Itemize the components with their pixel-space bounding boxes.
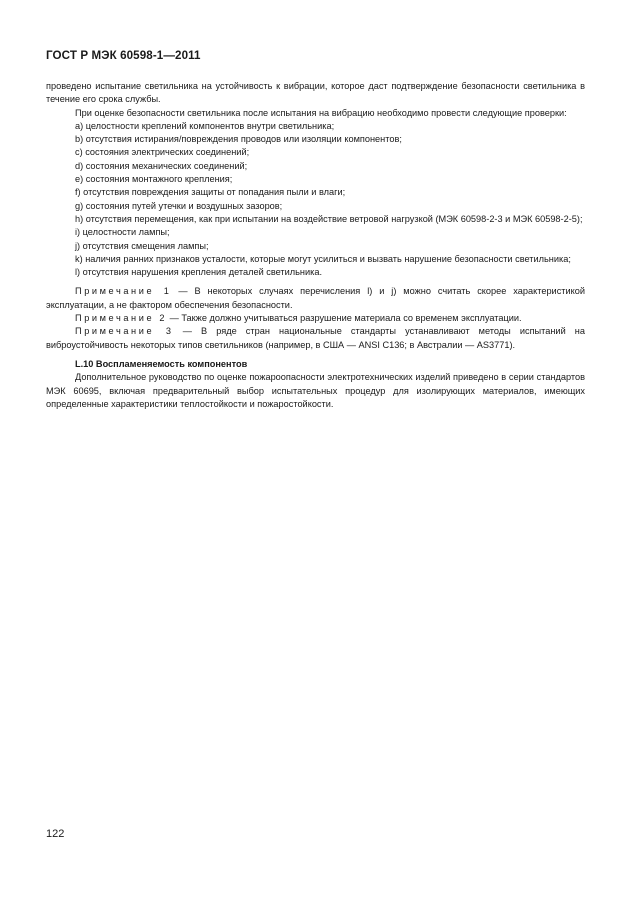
check-item-f: f) отсутствия повреждения защиты от попадания пыли и влаги; [75, 187, 346, 198]
note-label: Примечание 2 [75, 313, 168, 324]
check-item-i: i) целостности лампы; [75, 227, 170, 238]
document-header: ГОСТ Р МЭК 60598-1—2011 [46, 49, 201, 62]
note-text: — Также должно учитываться разрушение материала со временем эксплуатации. [167, 313, 522, 324]
note-text: — В ряде стран национальные стандарты устанавливают методы испытаний на виброустойчивость некоторых типов светильников (например, в США — ANSI C136; в Австралии — AS3771). [46, 326, 585, 350]
check-item-a: a) целостности креплений компонентов внутри светильника; [75, 120, 335, 131]
note-label: Примечание 3 [75, 326, 174, 337]
check-item-g: g) состояния путей утечки и воздушных зазоров; [75, 200, 283, 211]
page-body [46, 80, 585, 411]
check-item-h: h) отсутствия перемещения, как при испытании на воздействие ветровой нагрузкой (МЭК 60598-2-3 и МЭК 60598-2-5); [75, 213, 583, 224]
page-number: 122 [46, 828, 65, 840]
note-3 [46, 325, 585, 352]
check-item-c: c) состояния электрических соединений; [75, 147, 250, 158]
intro-continuation: проведено испытание светильника на устойчивость к вибрации, которое даст подтверждение безопасности светильника в течение его срока службы. [46, 81, 585, 105]
note-2 [46, 312, 585, 325]
check-item-b: b) отсутствия истирания/повреждения проводов или изоляции компонентов; [75, 134, 402, 145]
check-item-d: d) состояния механических соединений; [75, 160, 248, 171]
section-heading: L.10 Воспламеняемость компонентов [75, 358, 248, 369]
check-item-l: l) отсутствия нарушения крепления деталей светильника. [75, 267, 323, 278]
note-text: — В некоторых случаях перечисления l) и j) можно считать скорее характеристикой эксплуатации, а не фактором обеспечения безопасности. [46, 286, 585, 310]
note-label: Примечание 1 [75, 286, 172, 297]
intro-lead: При оценке безопасности светильника после испытания на вибрацию необходимо провести следующие проверки: [75, 107, 567, 118]
check-item-e: e) состояния монтажного крепления; [75, 174, 233, 185]
check-item-j: j) отсутствия смещения лампы; [75, 240, 209, 251]
note-1 [46, 285, 585, 312]
check-item-k: k) наличия ранних признаков усталости, которые могут усилиться и вызвать нарушение безопасности светильника; [75, 253, 571, 264]
section-body: Дополнительное руководство по оценке пожароопасности электротехнических изделий приведено в серии стандартов МЭК 60695, включая предварительный выбор испытательных процедур для изолирующих материалов, имеющих определенные характеристики теплостойкости и пожаростойкости. [46, 372, 585, 409]
